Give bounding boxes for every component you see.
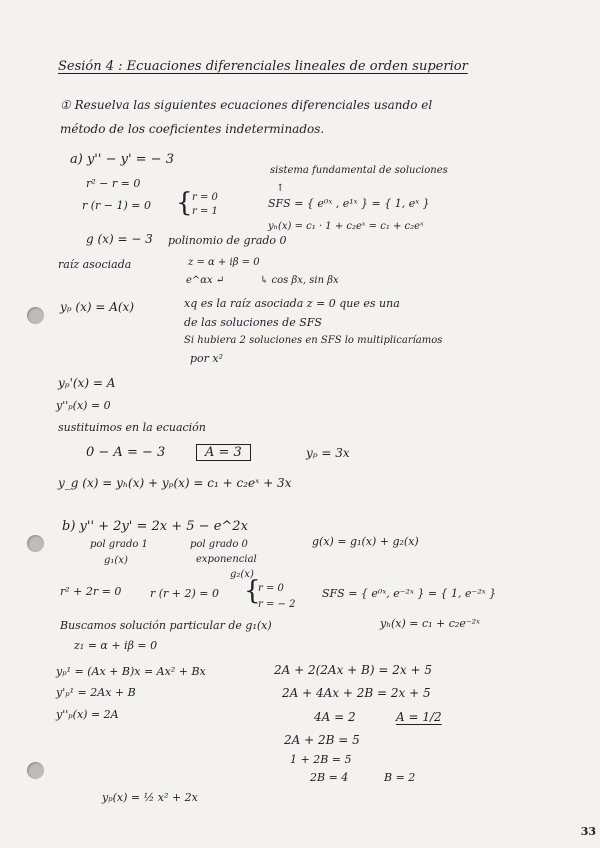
exercise-line-2: método de los coeficientes indeterminados.: [60, 122, 325, 136]
yp1-second-deriv: y''ₚ(x) = 2A: [56, 708, 119, 721]
buscamos-note: Buscamos solución particular de g₁(x): [60, 619, 272, 632]
yp-form-a: yₚ (x) = A(x): [60, 300, 135, 314]
page-number: 33: [580, 825, 596, 838]
g-a: g (x) = − 3: [86, 232, 153, 246]
sfs-a: SFS = { e⁰ˣ , e¹ˣ } = { 1, eˣ }: [268, 197, 430, 210]
factor-b: r (r + 2) = 0: [150, 587, 220, 600]
exercise-line-1: ① Resuelva las siguientes ecuaciones diferenciales usando el: [60, 98, 433, 112]
solve-b-4: 2A + 2B = 5: [284, 733, 360, 747]
trig-note: ↳ cos βx, sin βx: [260, 275, 339, 286]
solve-b-2: 2A + 4Ax + 2B = 2x + 5: [282, 686, 431, 700]
solve-b-A: A = 1/2: [396, 710, 442, 724]
root-b-2: r = − 2: [258, 599, 296, 610]
z-eq-a: z = α + iβ = 0: [188, 257, 260, 268]
char-equation-b: r² + 2r = 0: [60, 585, 122, 598]
e-expr: e^αx ↵: [186, 275, 225, 286]
annotation-g2: g₂(x): [230, 569, 254, 580]
annotation-g1: g₁(x): [104, 555, 128, 566]
note-4: por x²: [190, 352, 224, 365]
part-a-equation: a) y'' − y' = − 3: [70, 152, 174, 167]
note-1: xq es la raíz asociada z = 0 que es una: [184, 297, 400, 310]
sfs-note: sistema fundamental de soluciones: [270, 165, 448, 176]
brace-a: {: [176, 188, 193, 218]
yh-b: yₕ(x) = c₁ + c₂e⁻²ˣ: [380, 617, 480, 630]
root-a-2: r = 1: [192, 206, 218, 217]
annotation-exponential: exponencial: [196, 554, 257, 565]
yp-first-deriv: yₚ'(x) = A: [58, 376, 116, 390]
brace-b: {: [244, 576, 261, 606]
char-equation-a: r² − r = 0: [86, 177, 141, 190]
yp-second-deriv: y''ₚ(x) = 0: [56, 399, 111, 412]
sfs-b: SFS = { e⁰ˣ, e⁻²ˣ } = { 1, e⁻²ˣ }: [322, 587, 497, 600]
raiz-label: raíz asociada: [58, 258, 132, 271]
annotation-pol-0: pol grado 0: [190, 539, 248, 550]
punch-hole: [27, 535, 44, 552]
yp1-form: yₚ¹ = (Ax + B)x = Ax² + Bx: [56, 665, 206, 678]
yh-a: yₕ(x) = c₁ · 1 + c₂eˣ = c₁ + c₂eˣ: [268, 221, 424, 232]
yp1-first-deriv: y'ₚ¹ = 2Ax + B: [56, 686, 136, 699]
general-solution-a: y_g (x) = yₕ(x) + yₚ(x) = c₁ + c₂eˣ + 3x: [58, 476, 292, 490]
sfs-arrow: ↑: [276, 183, 285, 194]
solve-b-3: 4A = 2: [314, 710, 356, 724]
root-b-1: r = 0: [258, 583, 284, 594]
solve-b-B: B = 2: [384, 771, 416, 784]
g-a-note: polinomio de grado 0: [168, 234, 287, 247]
note-2: de las soluciones de SFS: [184, 316, 322, 329]
A-result-box: A = 3: [196, 444, 251, 461]
yp-result: yₚ = 3x: [306, 446, 350, 460]
z1-eq: z₁ = α + iβ = 0: [74, 639, 158, 652]
punch-hole: [27, 762, 44, 779]
solve-a: 0 − A = − 3: [86, 445, 166, 460]
annotation-pol-1: pol grado 1: [90, 539, 148, 550]
solve-b-6: 2B = 4: [310, 771, 349, 784]
factor-a: r (r − 1) = 0: [82, 199, 152, 212]
substitution-note: sustituimos en la ecuación: [58, 421, 206, 434]
part-b-equation: b) y'' + 2y' = 2x + 5 − e^2x: [62, 519, 248, 534]
g-split: g(x) = g₁(x) + g₂(x): [312, 535, 419, 548]
punch-hole: [27, 307, 44, 324]
yp-final-b: yₚ(x) = ½ x² + 2x: [102, 791, 198, 804]
solve-b-5: 1 + 2B = 5: [290, 753, 352, 766]
solve-b-1: 2A + 2(2Ax + B) = 2x + 5: [274, 663, 432, 677]
page-title: Sesión 4 : Ecuaciones diferenciales lineales de orden superior: [58, 59, 468, 74]
note-3: Si hubiera 2 soluciones en SFS lo multiplicaríamos: [184, 335, 443, 346]
root-a-1: r = 0: [192, 192, 218, 203]
